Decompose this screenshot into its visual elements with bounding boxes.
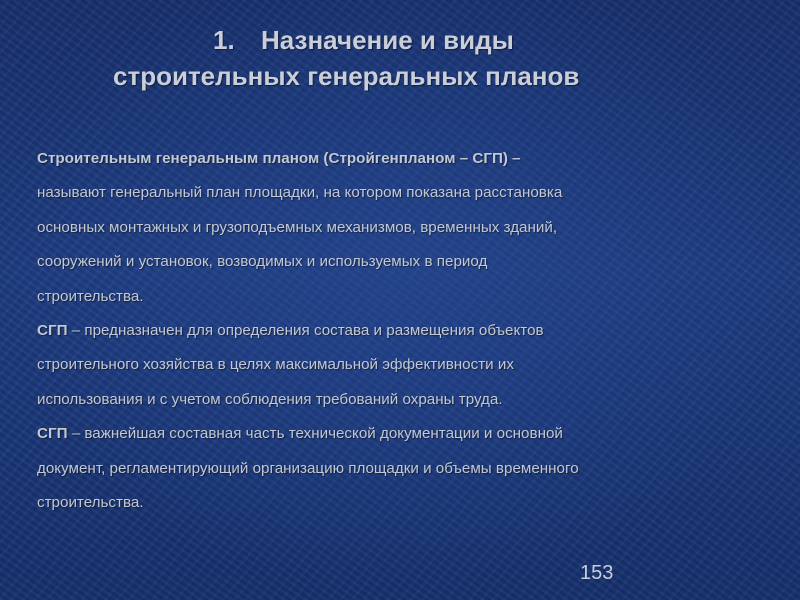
line-text: строительства. bbox=[37, 287, 144, 305]
text-line bbox=[37, 176, 767, 210]
text-line bbox=[37, 245, 767, 279]
title-line-2: строительных генеральных планов bbox=[113, 61, 580, 91]
line-text: использования и с учетом соблюдения требований охраны труда. bbox=[37, 390, 503, 408]
definition-term: Строительным генеральным планом (Стройгенпланом – СГП) – bbox=[37, 150, 521, 167]
line-text: основных монтажных и грузоподъемных механизмов, временных зданий, bbox=[37, 218, 558, 236]
line-text: строительства. bbox=[37, 494, 144, 512]
abbreviation-term: СГП bbox=[37, 322, 68, 340]
text-line bbox=[37, 486, 767, 520]
text-line bbox=[37, 383, 767, 417]
title-line-1 bbox=[0, 22, 800, 58]
line-text: – предназначен для определения состава и размещения объектов bbox=[67, 322, 544, 340]
text-line bbox=[37, 314, 767, 348]
line-text: – важнейшая составная часть технической документации и основной bbox=[67, 425, 563, 443]
line-text: строительного хозяйства в целях максимальной эффективности их bbox=[37, 356, 514, 374]
abbreviation-term: СГП bbox=[37, 425, 68, 443]
slide-title bbox=[0, 22, 800, 94]
title-text-1: Назначение и виды bbox=[261, 25, 514, 55]
line-text: документ, регламентирующий организацию площадки и объемы временного bbox=[37, 459, 579, 477]
title-number: 1. bbox=[213, 25, 235, 55]
text-line bbox=[37, 280, 767, 314]
text-line bbox=[37, 142, 767, 176]
text-line bbox=[37, 452, 767, 486]
body-text bbox=[37, 142, 767, 520]
text-line bbox=[37, 417, 767, 451]
line-text: называют генеральный план площадки, на котором показана расстановка bbox=[37, 184, 563, 202]
line-text: сооружений и установок, возводимых и используемых в период bbox=[37, 253, 488, 271]
text-line bbox=[37, 348, 767, 382]
page-number: 153 bbox=[580, 562, 614, 584]
text-line bbox=[37, 211, 767, 245]
